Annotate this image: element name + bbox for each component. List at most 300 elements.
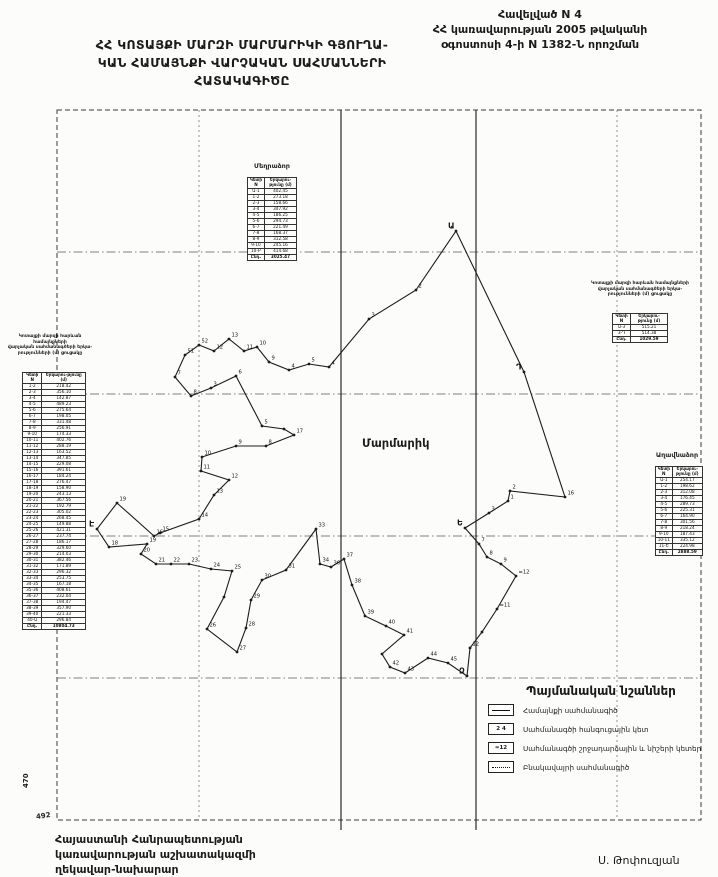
table-cell: 7-8: [656, 519, 673, 525]
table-cell: 186.25: [264, 212, 296, 218]
boundary-point-marker: [427, 657, 430, 660]
table-caption-line: րությունների (մ) ցուցակը: [17, 351, 83, 357]
boundary-point-marker: [250, 599, 253, 602]
table-cell: 16-17: [23, 473, 42, 479]
turning-point-label: 4: [331, 360, 335, 367]
boundary-point-marker: [319, 563, 322, 566]
title-line: ԿԱՆ ՀԱՄԱՅՆՔԻ ՎԱՐՉԱԿԱՆ ՍԱՀՄԱՆՆԵՐԻ: [97, 55, 387, 71]
table-cell: 8-9: [248, 236, 265, 242]
title-line: ՀՀ ԿՈՏԱՅՔԻ ՄԱՐԶԻ ՄԱՐՄԱՐԻԿԻ ԳՅՈՒՂԱ-: [95, 37, 389, 52]
boundary-point-marker: [155, 563, 158, 566]
table-header-col1: Կետի N: [248, 178, 265, 189]
table-cell: 232.04: [42, 593, 86, 599]
boundary-point-marker: [213, 494, 216, 497]
boundary-point-marker: [389, 666, 392, 669]
turning-point-label: 30: [264, 573, 272, 580]
table-header-col2: Երկարու-թյունը (մ): [264, 178, 296, 189]
table-cell: 174.33: [42, 431, 86, 437]
table-cell: 245.16: [264, 242, 296, 248]
turning-point-label: 45: [450, 656, 458, 663]
table-cell: 4-5: [656, 501, 673, 507]
table-caption-line: Աղավնաձոր: [655, 451, 699, 459]
table-cell: 39-40: [23, 611, 42, 617]
boundary-point-marker: [509, 490, 512, 493]
table-cell: 329.60: [42, 545, 86, 551]
legend-item-label: Սահմանագծի շրջադարձային և նիշերի կետեր: [523, 743, 702, 753]
table-cell: 167.18: [42, 581, 86, 587]
grid-coordinate-label-vertical: 470: [22, 773, 30, 788]
table-cell: 273.18: [264, 194, 296, 200]
table-cell: 357.90: [42, 605, 86, 611]
table-cell: 176.45: [672, 495, 702, 501]
table-cell: 7-8: [248, 230, 265, 236]
table-cell: 6-7: [23, 413, 42, 419]
legend-symbol-icon: =12: [488, 742, 514, 754]
turning-point-label: 27: [239, 645, 247, 652]
boundary-point-marker: [523, 371, 526, 374]
boundary-point-marker: [223, 596, 226, 599]
table-cell: 229.08: [42, 461, 86, 467]
table-cell: 10-Բ: [248, 248, 265, 254]
boundary-point-marker: [564, 496, 567, 499]
northeast-table-caption: [588, 281, 692, 298]
footer-line: Հայաստանի Հանրապետության: [55, 833, 243, 846]
table-cell: 2-3: [23, 389, 42, 395]
table-cell: 14-15: [23, 461, 42, 467]
table-cell: 9-10: [248, 242, 265, 248]
table-cell: 408.61: [42, 587, 86, 593]
table-total-cell: 3025.47: [264, 254, 296, 260]
turning-point-label: 16: [156, 529, 164, 536]
table-cell: 171.89: [42, 563, 86, 569]
table-cell: 8-9: [23, 425, 42, 431]
turning-point-label: 16: [567, 490, 575, 497]
table-total-cell: Ընդ.: [23, 623, 42, 629]
boundary-point-marker: [364, 615, 367, 618]
table-cell: 3-4: [248, 206, 265, 212]
table-header-col1: Կետի N: [23, 373, 42, 384]
table-cell: 2-3: [248, 200, 265, 206]
table-cell: 382.46: [42, 557, 86, 563]
turning-point-label: 40: [388, 619, 396, 626]
boundary-point-marker: [328, 366, 331, 369]
junction-point-label: Զ: [459, 666, 465, 676]
table-total-cell: 2888.59: [672, 549, 702, 555]
boundary-point-marker: [228, 479, 231, 482]
table-caption-line: Կոտայքի մարզի հարևան համայնքների: [591, 281, 689, 286]
boundary-point-marker: [478, 543, 481, 546]
annex-line: ՀՀ կառավարության 2005 թվականի: [432, 22, 648, 36]
boundary-point-marker: [96, 528, 99, 531]
turning-point-label: 8: [268, 439, 272, 446]
table-cell: 198.05: [42, 413, 86, 419]
turning-point-label: 7: [177, 370, 181, 377]
boundary-point-marker: [201, 456, 204, 459]
table-cell: 268.45: [42, 515, 86, 521]
table-cell: 288.19: [42, 443, 86, 449]
turning-point-label: 4: [291, 363, 295, 370]
table-cell: 414.68: [264, 248, 296, 254]
boundary-point-marker: [285, 569, 288, 572]
table-cell: 335.12: [672, 537, 702, 543]
table-cell: 3-4: [23, 395, 42, 401]
table-cell: 37-38: [23, 599, 42, 605]
turning-point-label: 2: [418, 283, 422, 290]
boundary-point-marker: [288, 369, 291, 372]
table-cell: 4-5: [23, 401, 42, 407]
table-cell: 11-Ե: [656, 543, 673, 549]
table-cell: 158.66: [264, 200, 296, 206]
legend-item-label: Բնակավայրի սահմանագիծ: [523, 762, 630, 772]
table-cell: 294.73: [264, 218, 296, 224]
boundary-point-marker: [308, 363, 311, 366]
table-caption-line: վարչական սահմանագծերի երկա-: [597, 286, 683, 292]
boundary-point-marker: [236, 651, 239, 654]
table-cell: 198.62: [672, 483, 702, 489]
table-cell: 225.31: [672, 507, 702, 513]
boundary-point-marker: [116, 502, 119, 505]
table-cell: 40-Ա: [23, 617, 42, 623]
boundary-point-marker: [245, 627, 248, 630]
turning-point-label: 7: [481, 537, 485, 544]
table-cell: 254.17: [672, 477, 702, 483]
table-cell: 18-19: [23, 485, 42, 491]
table-cell: 367.56: [42, 497, 86, 503]
boundary-point-marker: [466, 675, 469, 678]
legend-rows: [488, 704, 714, 773]
table-cell: 23-24: [23, 515, 42, 521]
table-cell: 6-7: [248, 224, 265, 230]
boundary-point-marker: [265, 445, 268, 448]
boundary-point-marker: [404, 672, 407, 675]
table-cell: 2-3: [656, 489, 673, 495]
table-cell: 9-10: [23, 431, 42, 437]
turning-point-label: 39: [367, 609, 375, 616]
turning-point-label: 24: [213, 562, 221, 569]
boundary-point-marker: [500, 563, 503, 566]
turning-point-label: 10: [204, 450, 212, 457]
table-cell: 15-16: [23, 467, 42, 473]
boundary-point-marker: [231, 570, 234, 573]
table-total-cell: Ընդ.: [248, 254, 265, 260]
grid-horizontal-lines: [57, 252, 701, 678]
legend-symbol-icon: [488, 704, 514, 716]
boundary-point-marker: [283, 428, 286, 431]
boundary-point-marker: [198, 344, 201, 347]
boundary-table-east: [655, 466, 703, 556]
boundary-point-marker: [206, 628, 209, 631]
turning-point-label: 26: [209, 622, 217, 629]
table-cell: 10-11: [656, 537, 673, 543]
boundary-point-marker: [464, 527, 467, 530]
table-caption-line: վարչական սահմանագծերի երկա-: [7, 345, 93, 351]
legend-item-label: Համայնքի սահմանագիծ: [523, 705, 618, 715]
boundary-point-marker: [261, 425, 264, 428]
table-cell: 312.58: [264, 236, 296, 242]
boundary-point-marker: [486, 556, 489, 559]
table-cell: 1-2: [23, 383, 42, 389]
table-cell: 11-12: [23, 443, 42, 449]
table-cell: 24-25: [23, 521, 42, 527]
turning-point-label: 2: [512, 484, 516, 491]
table-cell: Ա-3: [613, 324, 631, 330]
table-cell: 29-30: [23, 551, 42, 557]
turning-point-label: 18: [111, 540, 119, 547]
footer-line: ղեկավար-նախարար: [55, 862, 179, 876]
table-cell: 5-6: [656, 507, 673, 513]
boundary-point-marker: [381, 653, 384, 656]
annex-line: օգոստոսի 4-ի N 1382-Ն որոշման: [440, 37, 640, 51]
turning-point-label: 31: [288, 563, 296, 570]
turning-point-label: 19: [149, 537, 157, 544]
junction-point-label: Դ: [516, 362, 522, 372]
north-table-caption: [232, 162, 312, 170]
table-cell: 9-10: [656, 531, 673, 537]
table-caption-line: Կոտայքի մարզի հարևան համայնքների: [18, 334, 82, 345]
boundary-point-marker: [210, 387, 213, 390]
table-cell: 26-27: [23, 533, 42, 539]
table-cell: Ա-1: [656, 477, 673, 483]
boundary-point-marker: [146, 543, 149, 546]
boundary-point-marker: [403, 634, 406, 637]
table-cell: 19-20: [23, 491, 42, 497]
turning-point-label: =11: [499, 602, 511, 609]
turning-point-label: 8: [489, 550, 493, 557]
table-cell: 158.90: [42, 485, 86, 491]
table-cell: 331.48: [42, 419, 86, 425]
boundary-point-marker: [213, 350, 216, 353]
table-total-cell: 10804.73: [42, 623, 86, 629]
community-boundary-line: [97, 231, 565, 676]
table-cell: 256.91: [42, 425, 86, 431]
table-cell: 276.47: [42, 479, 86, 485]
boundary-point-marker: [385, 625, 388, 628]
west-table-caption: [5, 334, 95, 357]
boundary-point-marker: [228, 338, 231, 341]
east-table-caption: [640, 451, 714, 459]
table-total-row: [613, 336, 668, 342]
turning-point-label: =12: [518, 569, 530, 576]
table-cell: 27-28: [23, 539, 42, 545]
boundary-point-marker: [235, 375, 238, 378]
turning-point-label: 34: [322, 557, 330, 564]
table-cell: 20-21: [23, 497, 42, 503]
table-cell: 305.02: [42, 509, 86, 515]
table-cell: 149.88: [42, 521, 86, 527]
table-cell: 32-33: [23, 569, 42, 575]
turning-point-label: 3: [491, 506, 495, 513]
table-cell: 3-Դ: [613, 330, 631, 336]
table-cell: 7-8: [23, 419, 42, 425]
footer-line: կառավարության աշխատակազմի: [55, 847, 256, 861]
signature-name: Ս. Թոփուզյան: [598, 854, 680, 867]
boundary-point-marker: [268, 361, 271, 364]
turning-point-label: 25: [234, 564, 242, 571]
table-cell: 1-2: [248, 194, 265, 200]
table-cell: 164.90: [672, 513, 702, 519]
table-cell: 8-9: [656, 525, 673, 531]
boundary-point-marker: [415, 289, 418, 292]
signatory-title: [55, 833, 256, 877]
turning-point-label: 5: [264, 419, 268, 426]
turning-point-label: 37: [346, 552, 354, 559]
table-cell: 296.84: [42, 617, 86, 623]
table-cell: 12-13: [23, 449, 42, 455]
legend-item-label: Սահմանագծի հանգուցային կետ: [523, 724, 649, 734]
table-cell: 214.03: [42, 551, 86, 557]
legend-symbol-icon: 2 4: [488, 723, 514, 735]
turning-point-label: 12: [216, 344, 224, 351]
turning-point-label: 9: [238, 439, 242, 446]
table-cell: 221.33: [42, 611, 86, 617]
turning-point-label: 23: [191, 557, 199, 564]
junction-point-label: Է: [89, 519, 95, 529]
table-cell: 391.61: [42, 467, 86, 473]
turning-point-label: 15: [162, 526, 170, 533]
turning-point-label: 38: [354, 578, 362, 585]
table-cell: 402.45: [264, 188, 296, 194]
boundary-point-marker: [108, 546, 111, 549]
table-cell: 187.43: [672, 531, 702, 537]
table-cell: 515.21: [631, 324, 668, 330]
table-total-cell: 1029.59: [631, 336, 668, 342]
legend-item: [488, 723, 714, 735]
table-cell: 301.56: [672, 519, 702, 525]
boundary-point-marker: [261, 579, 264, 582]
boundary-point-marker: [243, 350, 246, 353]
boundary-point-marker: [293, 434, 296, 437]
legend-symbol-icon: [488, 761, 514, 773]
table-cell: 3-4: [656, 495, 673, 501]
turning-point-label: 44: [430, 651, 438, 658]
turning-point-label: 29: [253, 593, 261, 600]
table-cell: 38-39: [23, 605, 42, 611]
table-cell: 163.52: [42, 449, 86, 455]
table-cell: 402.76: [42, 437, 86, 443]
boundary-point-marker: [140, 553, 143, 556]
junction-point-label: Ե: [457, 518, 463, 528]
table-header-col2: Երկարու-թյունը (մ): [42, 373, 86, 384]
table-total-row: [248, 254, 297, 260]
table-cell: 224.98: [672, 543, 702, 549]
turning-point-label: 12: [231, 473, 239, 480]
table-cell: 243.13: [42, 491, 86, 497]
turning-point-label: 13: [231, 332, 239, 339]
turning-point-label: 21: [158, 557, 166, 564]
legend-item: [488, 742, 714, 754]
table-cell: 36-37: [23, 593, 42, 599]
table-cell: 347.92: [264, 206, 296, 212]
boundary-point-marker: [198, 518, 201, 521]
turning-point-label: 1: [510, 494, 514, 501]
turning-point-label: 11: [203, 464, 211, 471]
boundary-point-marker: [210, 568, 213, 571]
turning-point-label: 14: [201, 512, 209, 519]
boundary-point-marker: [496, 608, 499, 611]
table-cell: 13-14: [23, 455, 42, 461]
boundary-point-marker: [170, 563, 173, 566]
table-caption-line: րությունների (մ) ցուցակը: [607, 292, 673, 298]
turning-point-label: 13: [216, 488, 224, 495]
table-cell: 237.74: [42, 533, 86, 539]
boundary-table-northeast: [612, 313, 668, 343]
table-header-col2: Երկարու-թյունը (մ): [672, 467, 702, 478]
table-cell: 289.73: [672, 501, 702, 507]
table-cell: 184.24: [42, 473, 86, 479]
turning-point-label: 12: [472, 641, 480, 648]
boundary-point-marker: [200, 470, 203, 473]
legend-title: Պայմանական նշաններ: [526, 684, 676, 698]
boundary-point-marker: [343, 558, 346, 561]
table-cell: 192.79: [42, 503, 86, 509]
turning-point-label: 28: [248, 621, 256, 628]
annex-line: Հավելված N 4: [498, 8, 582, 21]
table-cell: 31-32: [23, 563, 42, 569]
table-cell: 347.85: [42, 455, 86, 461]
boundary-point-marker: [447, 662, 450, 665]
table-header-col1: Կետի N: [656, 467, 673, 478]
table-cell: 30-31: [23, 557, 42, 563]
table-cell: 312.08: [672, 489, 702, 495]
turning-point-label: 19: [119, 496, 127, 503]
legend-item: [488, 704, 714, 716]
table-total-row: [656, 549, 703, 555]
boundary-point-marker: [256, 346, 259, 349]
boundary-point-marker: [455, 230, 458, 233]
grid-coordinate-label-diagonal: 492: [35, 811, 52, 821]
turning-point-label: 33: [318, 522, 326, 529]
table-cell: 10-11: [23, 437, 42, 443]
table-cell: Ա-1: [248, 188, 265, 194]
table-cell: 35-36: [23, 587, 42, 593]
table-cell: 6-7: [656, 513, 673, 519]
boundary-point-marker: [368, 318, 371, 321]
title-line: ՀԱՏԱԿԱԳԻԾԸ: [194, 73, 290, 89]
table-total-cell: Ընդ.: [613, 336, 631, 342]
boundary-point-marker: [330, 566, 333, 569]
table-cell: 28-29: [23, 545, 42, 551]
boundary-point-marker: [315, 528, 318, 531]
turning-point-label: 17: [296, 428, 304, 435]
legend: [488, 684, 714, 780]
table-cell: 34-35: [23, 581, 42, 587]
turning-point-label: 10: [259, 340, 267, 347]
junction-point-label: Ա: [448, 221, 455, 231]
turning-point-label: 3: [213, 381, 217, 388]
boundary-point-marker: [469, 647, 472, 650]
table-header-col1: Կետի N: [613, 314, 631, 325]
table-cell: 218.42: [42, 383, 86, 389]
turning-point-label: 6: [238, 369, 242, 376]
table-total-cell: Ընդ.: [656, 549, 673, 555]
turning-point-label: 3: [371, 312, 375, 319]
turning-point-label: 36: [333, 560, 341, 567]
boundary-point-marker: [188, 563, 191, 566]
table-cell: 5-6: [23, 407, 42, 413]
turning-point-label: 9: [271, 355, 275, 362]
table-cell: 33-34: [23, 575, 42, 581]
turning-point-label: 43: [407, 666, 415, 673]
boundary-point-marker: [351, 584, 354, 587]
table-caption-line: Մեղրաձոր: [254, 162, 290, 170]
turning-point-label: 5: [311, 357, 315, 364]
turning-point-label: 41: [406, 628, 414, 635]
table-cell: 1-2: [656, 483, 673, 489]
turning-point-label: 22: [173, 557, 181, 564]
table-cell: 514.38: [631, 330, 668, 336]
table-cell: 21-22: [23, 503, 42, 509]
turning-point-label: 9: [503, 557, 507, 564]
